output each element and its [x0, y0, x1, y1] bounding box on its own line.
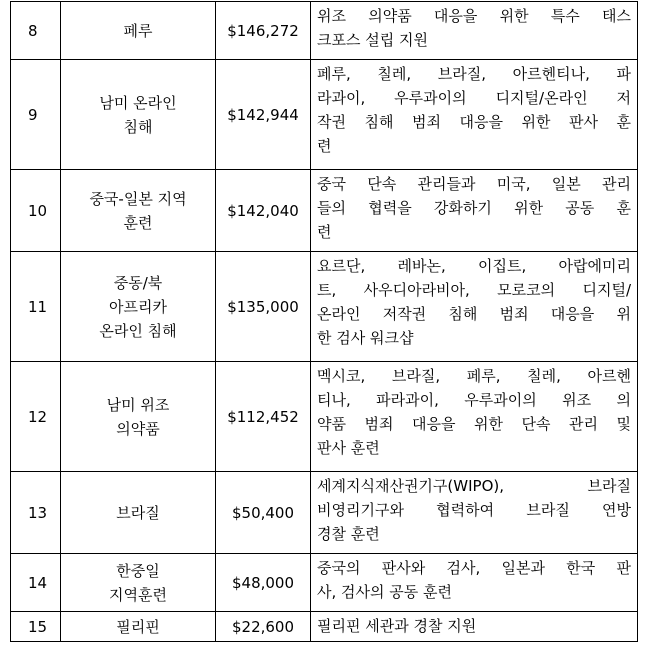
program-description-line: 중국의 판사와 검사, 일본과 한국 판: [317, 559, 631, 577]
program-name: [61, 252, 216, 362]
program-amount: $48,000: [216, 554, 311, 612]
row-number: 12: [11, 362, 61, 472]
program-description: [311, 170, 638, 252]
program-name-line: 의약품: [116, 419, 160, 438]
program-description-line: 중국 단속 관리들과 미국, 일본 관리: [317, 175, 631, 193]
program-description-line: 티나, 파라과이, 우루과이의 위조 의: [317, 391, 631, 409]
program-table: [10, 1, 638, 642]
program-amount: $22,600: [216, 612, 311, 642]
program-name-line: 온라인 침해: [99, 321, 177, 340]
program-amount: $112,452: [216, 362, 311, 472]
program-description-line: 련: [317, 223, 332, 241]
table-row: [11, 170, 638, 252]
program-name-line: 남미 위조: [106, 395, 170, 414]
row-number: 10: [11, 170, 61, 252]
row-number: 8: [11, 2, 61, 60]
row-number: 13: [11, 472, 61, 554]
program-description: [311, 612, 638, 642]
program-description-line: 페루, 칠레, 브라질, 아르헨티나, 파: [317, 65, 631, 83]
program-description-line: 들의 협력을 강화하기 위한 공동 훈: [317, 199, 631, 217]
program-name-line: 훈련: [123, 213, 153, 232]
program-amount: $142,040: [216, 170, 311, 252]
table-row: [11, 612, 638, 642]
program-name: [61, 554, 216, 612]
program-name-line: 지역훈련: [109, 585, 167, 604]
table-row: [11, 554, 638, 612]
table-row: [11, 2, 638, 60]
program-description-line: 작권 침해 범죄 대응을 위한 판사 훈: [317, 113, 631, 131]
program-table-body: [11, 2, 638, 642]
program-name-line: 아프리카: [109, 297, 167, 316]
program-description: [311, 472, 638, 554]
program-description: [311, 60, 638, 170]
program-description-line: 한 검사 워크샵: [317, 329, 414, 347]
program-description-line: 약품 범죄 대응을 위한 단속 관리 및: [317, 415, 631, 433]
program-description-line: 온라인 저작권 침해 범죄 대응을 위: [317, 305, 631, 323]
program-name: [61, 170, 216, 252]
program-name-line: 남미 온라인: [99, 93, 177, 112]
program-name-line: 중국-일본 지역: [89, 189, 187, 208]
program-amount: $50,400: [216, 472, 311, 554]
program-description-line: 라과이, 우루과이의 디지털/온라인 저: [317, 89, 631, 107]
program-description-line: 위조 의약품 대응을 위한 특수 태스: [317, 7, 631, 25]
program-amount: $146,272: [216, 2, 311, 60]
program-amount: $142,944: [216, 60, 311, 170]
program-name: [61, 612, 216, 642]
program-description-line: 크포스 설립 지원: [317, 31, 428, 49]
program-name-line: 중동/북: [113, 273, 163, 292]
program-description-line: 판사 훈련: [317, 439, 380, 457]
table-row: [11, 252, 638, 362]
program-description-line: 세계지식재산권기구(WIPO), 브라질: [317, 477, 631, 495]
program-name-line: 페루: [123, 21, 153, 40]
program-name: [61, 2, 216, 60]
program-description-line: 필리핀 세관과 경찰 지원: [317, 617, 477, 635]
program-description-line: 련: [317, 137, 332, 155]
program-name: [61, 60, 216, 170]
program-description: [311, 554, 638, 612]
row-number: 9: [11, 60, 61, 170]
row-number: 15: [11, 612, 61, 642]
program-description: [311, 362, 638, 472]
program-description: [311, 252, 638, 362]
program-description-line: 비영리기구와 협력하여 브라질 연방: [317, 501, 631, 519]
row-number: 11: [11, 252, 61, 362]
program-name: [61, 472, 216, 554]
program-name-line: 필리핀: [116, 617, 160, 636]
program-description-line: 트, 사우디아라비아, 모로코의 디지털/: [317, 281, 631, 299]
program-name: [61, 362, 216, 472]
program-description-line: 멕시코, 브라질, 페루, 칠레, 아르헨: [317, 367, 631, 385]
program-description-line: 요르단, 레바논, 이집트, 아랍에미리: [317, 257, 631, 275]
row-number: 14: [11, 554, 61, 612]
program-description-line: 경찰 훈련: [317, 525, 380, 543]
table-row: [11, 472, 638, 554]
table-row: [11, 362, 638, 472]
program-description: [311, 2, 638, 60]
program-name-line: 침해: [123, 117, 153, 136]
program-name-line: 한중일: [116, 561, 160, 580]
table-row: [11, 60, 638, 170]
program-description-line: 사, 검사의 공동 훈련: [317, 583, 452, 601]
program-name-line: 브라질: [116, 503, 160, 522]
program-amount: $135,000: [216, 252, 311, 362]
